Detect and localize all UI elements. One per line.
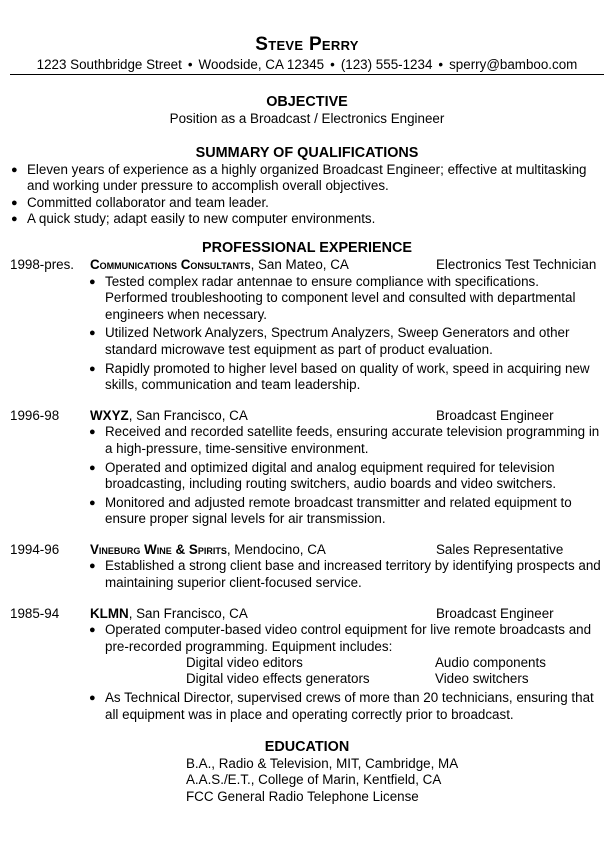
contact-street: 1223 Southbridge Street: [36, 57, 182, 72]
company-name: Vineburg Wine & Spirits: [90, 541, 227, 557]
job-entry: [10, 606, 604, 724]
job-bullets: [88, 558, 604, 591]
summary-item: ● Committed collaborator and team leader.: [10, 195, 604, 212]
education-heading: EDUCATION: [264, 738, 350, 755]
job-employer: [90, 606, 248, 623]
job-dates: 1994-96: [10, 541, 60, 557]
job-title: Broadcast Engineer: [436, 407, 554, 423]
summary-heading: SUMMARY OF QUALIFICATIONS: [195, 144, 419, 161]
job-bullet: [88, 622, 604, 688]
contact-city: Woodside, CA 12345: [198, 57, 325, 72]
job-entry: [10, 408, 604, 528]
summary-item: ● A quick study; adapt easily to new computer environments.: [10, 211, 604, 228]
company-location: , San Mateo, CA: [250, 256, 349, 272]
education-line: B.A., Radio & Television, MIT, Cambridge, MA: [186, 755, 459, 771]
company-location: , San Francisco, CA: [128, 605, 248, 621]
job-header: [10, 257, 604, 274]
contact-separator: •: [330, 57, 335, 72]
education-list: [186, 756, 604, 806]
job-dates: 1998-pres.: [10, 256, 75, 272]
job-title: Sales Representative: [436, 541, 564, 557]
objective-heading: OBJECTIVE: [266, 94, 348, 110]
job-bullet: ● Operated and optimized digital and analog equipment required for television broadcasting, including routing switchers, audio boards and video switchers.: [88, 460, 604, 493]
experience-section: [10, 240, 604, 724]
objective-text: Position as a Broadcast / Electronics Engineer: [169, 111, 445, 126]
company-name: KLMN: [90, 605, 129, 621]
equipment-list: [105, 655, 604, 688]
job-bullet: ● Utilized Network Analyzers, Spectrum Analyzers, Sweep Generators and other standard microwave test equipment as part of product evaluation.: [88, 325, 604, 358]
job-header: [10, 542, 604, 559]
job-dates: 1985-94: [10, 605, 60, 621]
job-bullet-text: Operated computer-based video control equipment for live remote broadcasts and pre-recorded programming. Equipment includes:: [105, 622, 592, 654]
job-bullet: ● As Technical Director, supervised crews of more than 20 technicians, ensuring that all equipment was in place and operating correctly prior to broadcast.: [88, 690, 604, 723]
equipment-item: Digital video editors: [186, 655, 303, 671]
education-line: A.A.S./E.T., College of Marin, Kentfield, CA: [186, 772, 442, 788]
contact-email: sperry@bamboo.com: [449, 57, 578, 72]
objective-section: [10, 94, 604, 128]
contact-separator: •: [187, 57, 193, 72]
equipment-item: Audio components: [435, 655, 546, 671]
company-name: Communications Consultants: [90, 256, 251, 272]
job-bullets: [88, 274, 604, 394]
job-bullet: ● Established a strong client base and increased territory by identifying prospects and maintaining superior client-focused service.: [88, 558, 604, 591]
job-bullets: [88, 622, 604, 723]
job-employer: [90, 408, 248, 425]
contact-phone: (123) 555-1234: [340, 57, 433, 72]
candidate-name: Steve Perry: [255, 34, 359, 55]
job-bullet: ● Monitored and adjusted remote broadcast transmitter and related equipment to ensure proper signal levels for air transmission.: [88, 495, 604, 528]
experience-heading: PROFESSIONAL EXPERIENCE: [201, 239, 413, 256]
job-bullet: ● Rapidly promoted to higher level based on quality of work, speed in acquiring new skills, communication and team leadership.: [88, 361, 604, 394]
job-dates: 1996-98: [10, 407, 60, 423]
education-line: FCC General Radio Telephone License: [186, 788, 419, 804]
equipment-item: Digital video effects generators: [186, 671, 370, 687]
job-bullet: ● Tested complex radar antennae to ensure compliance with specifications. Performed troubleshooting to component level and consulted with departmental engineers when necessary.: [88, 274, 604, 324]
job-entry: [10, 257, 604, 394]
summary-section: [10, 145, 604, 228]
job-header: [10, 606, 604, 623]
job-employer: [90, 257, 349, 274]
job-bullet: ● Received and recorded satellite feeds, ensuring accurate television programming in a high-pressure, time-sensitive environment.: [88, 424, 604, 457]
resume-page: [10, 34, 604, 805]
summary-item: ● Eleven years of experience as a highly organized Broadcast Engineer; effective at multitasking and working under pressure to accomplish overall objectives.: [10, 162, 604, 195]
equipment-item: Video switchers: [435, 671, 529, 687]
job-bullets: [88, 424, 604, 528]
contact-separator: •: [438, 57, 444, 72]
summary-list: [10, 162, 604, 228]
contact-line: [10, 57, 604, 75]
job-employer: [90, 542, 326, 559]
job-title: Electronics Test Technician: [436, 256, 597, 272]
job-title: Broadcast Engineer: [436, 605, 554, 621]
job-header: [10, 408, 604, 425]
company-location: , Mendocino, CA: [226, 541, 326, 557]
education-section: [10, 739, 604, 806]
company-location: , San Francisco, CA: [128, 407, 248, 423]
company-name: WXYZ: [90, 407, 129, 423]
job-entry: [10, 542, 604, 592]
